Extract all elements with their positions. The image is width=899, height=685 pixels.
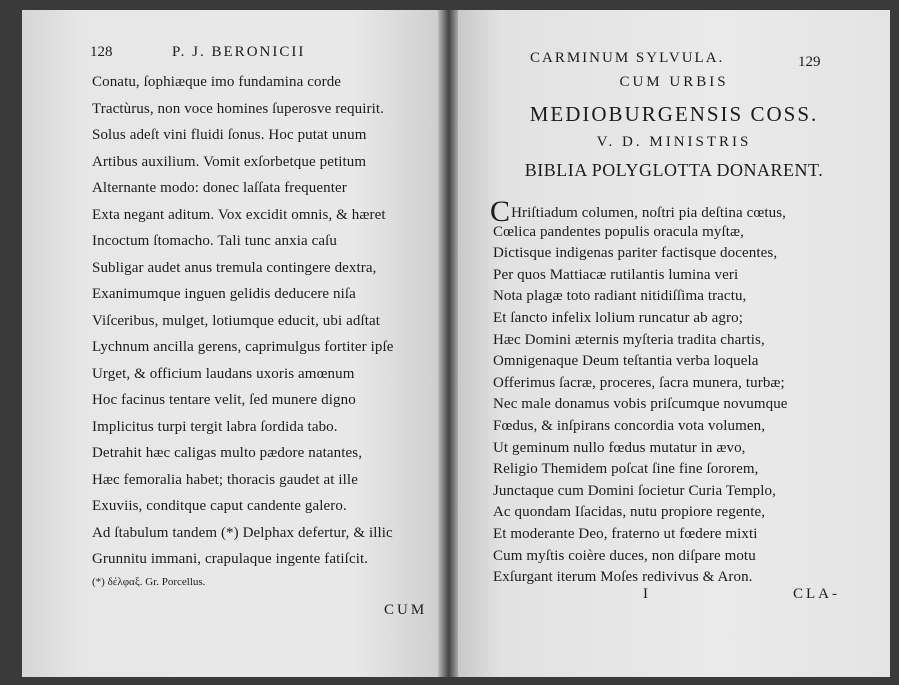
drop-cap: C [490,195,511,228]
verse-line: Detrahit hæc caligas multo pædore natantes, [92,445,363,461]
signature-mark: I [643,586,651,602]
verse-line: Offerimus ſacræ, proceres, ſacra munera, turbæ; [493,374,785,391]
verse-line: Solus adeſt vini fluidi ſonus. Hoc putat unum [92,127,367,143]
verse-line: Urget, & officium laudans uxoris amœnum [92,365,355,382]
verse-line: Viſceribus, mulget, lotiumque educit, ubi adſtat [92,312,381,329]
catchword-left: CUM [384,602,428,618]
right-page [458,10,890,677]
page-number-left: 128 [90,44,113,60]
verse-line [490,195,786,228]
verse-line: Ad ſtabulum tandem (*) Delphax defertur, & illic [92,524,393,541]
running-head-right: CARMINUM SYLVULA. [530,50,725,66]
verse-line: Alternante modo: donec laſſata frequenter [92,180,347,196]
verse-line: Et moderante Deo, fraterno ut fœdere mixti [493,526,758,542]
verse-line: Religio Themidem poſcat ſine fine ſororem, [493,461,759,478]
verse-line: Omnigenaque Deum teſtantia verba loquela [493,353,759,370]
heading-line-4: BIBLIA POLYGLOTTA DONARENT. [524,160,824,180]
verse-line: Junctaque cum Domini ſocietur Curia Templo, [493,482,776,499]
heading-line-2: MEDIOBURGENSIS COSS. [529,102,819,126]
verse-line: Implicitus turpi tergit labra ſordida tabo. [92,418,338,435]
heading-line-3: V. D. MINISTRIS [596,134,752,150]
footnote: (*) δέλφαξ. Gr. Porcellus. [92,576,206,588]
verse-line: Incoctum ſtomacho. Tali tunc anxia caſu [92,233,337,249]
verse-line: Nec male donamus vobis priſcumque novumque [493,396,788,413]
heading-line-1: CUM URBIS [619,74,729,90]
verse-line: Hoc facinus tentare velit, ſed munere digno [92,392,356,408]
verse-line: Hæc Domini æternis myſteria tradita chartis, [493,331,765,348]
verse-line: Artibus auxilium. Vomit exſorbetque petitum [92,153,367,170]
verse-line: Lychnum ancilla gerens, caprimulgus fortiter ipſe [92,339,394,355]
page-number-right: 129 [798,54,821,70]
verse-line: Exſurgant iterum Moſes redivivus & Aron. [493,569,753,586]
verse-line: Tractùrus, non voce homines ſuperosve requirit. [92,100,385,117]
verse-line: Ut geminum nullo fœdus mutatur in ævo, [493,439,746,456]
left-page [22,10,438,677]
verse-line: Et ſancto infelix lolium runcatur ab agro; [493,310,743,326]
verse-line: Conatu, ſophiæque imo fundamina corde [92,74,342,90]
verse-line: Cœlica pandentes populis oracula myſtæ, [493,223,744,240]
book-gutter [438,10,458,677]
verse-line-text: Hriſtiadum columen, noſtri pia deſtina cœtus, [511,205,786,221]
verse-line: Exuviis, conditque caput candente galero. [92,498,347,514]
verse-line: Nota plagæ toto radiant nitidiſſima tractu, [493,288,747,305]
verse-line: Grunnitu immani, crapulaque ingente fatiſcit. [92,551,369,567]
verse-line: Exta negant aditum. Vox excidit omnis, & hæret [92,206,386,223]
running-head-left: P. J. BERONICII [172,44,306,60]
verse-line: Subligar audet anus tremula contingere dextra, [92,259,377,276]
verse-line: Cum myſtis coière duces, non diſpare motu [493,547,756,564]
verse-line: Hæc femoralia habet; thoracis gaudet at ille [92,471,358,488]
verse-line: Ac quondam Iſacidas, nutu propiore regente, [493,504,766,521]
verse-line: Per quos Mattiacæ rutilantis lumina veri [493,266,739,283]
verse-line: Fœdus, & inſpirans concordia vota volumen, [493,418,766,434]
verse-line: Exanimumque inguen gelidis deducere niſa [92,286,356,302]
verse-line: Dictisque indigenas pariter factisque docentes, [493,245,778,262]
catchword-right: CLA- [793,586,840,602]
